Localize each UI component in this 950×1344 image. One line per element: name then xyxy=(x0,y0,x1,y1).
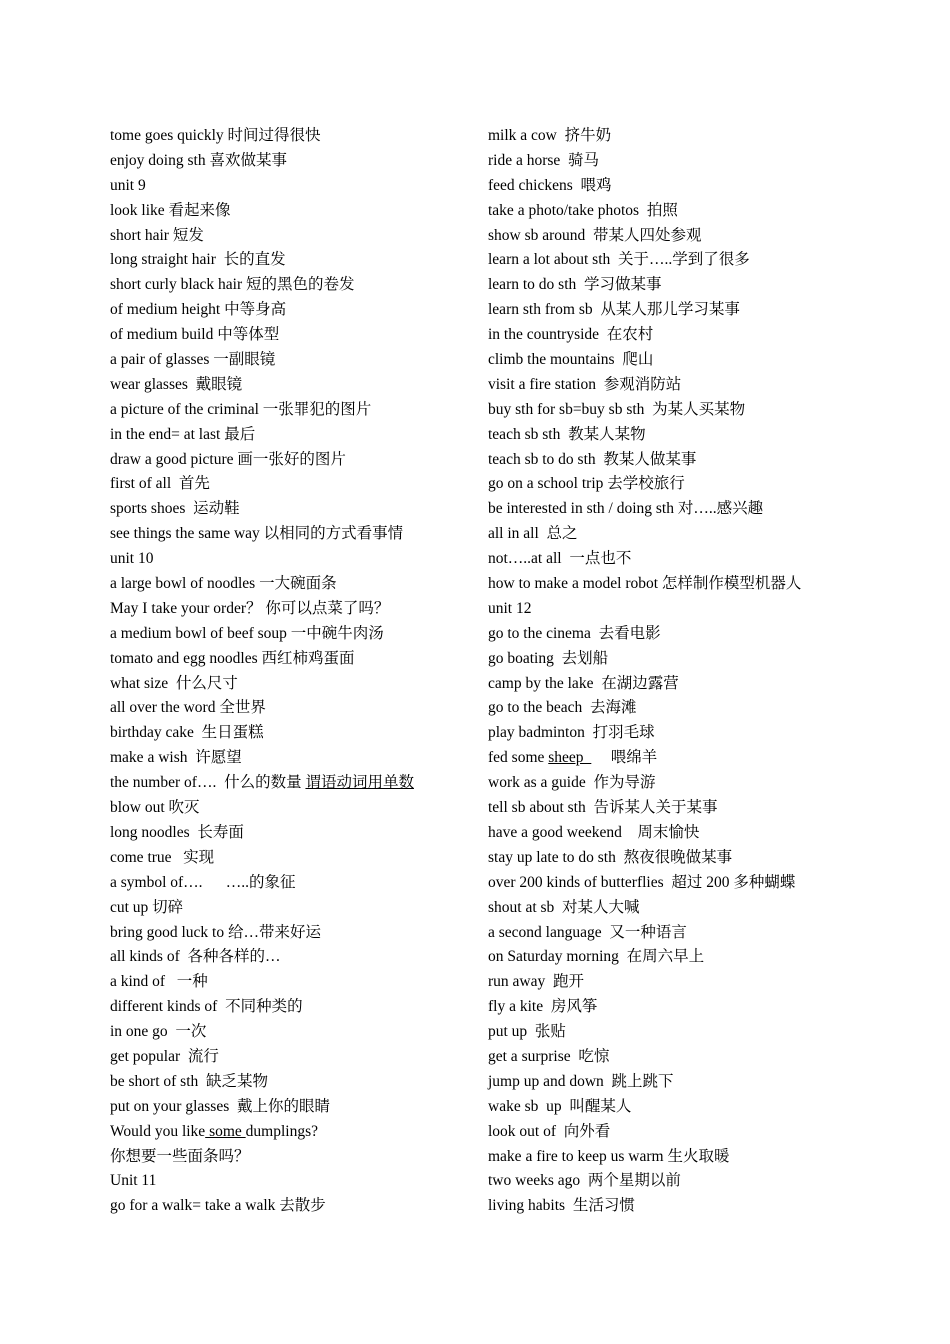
vocab-text: look like 看起来像 xyxy=(110,201,231,219)
vocab-text: a picture of the criminal 一张罪犯的图片 xyxy=(110,400,372,418)
vocab-text: see things the same way 以相同的方式看事情 xyxy=(110,525,404,543)
vocab-text: wear glasses 戴眼镜 xyxy=(110,375,243,393)
vocab-text: unit 10 xyxy=(110,550,154,568)
vocab-line xyxy=(110,896,470,921)
vocab-line xyxy=(488,348,908,373)
vocab-text: of medium build 中等体型 xyxy=(110,326,280,344)
vocab-text: play badminton 打羽毛球 xyxy=(488,724,655,742)
vocab-text: sports shoes 运动鞋 xyxy=(110,500,240,518)
vocab-line xyxy=(488,970,908,995)
vocab-text: put on your glasses 戴上你的眼睛 xyxy=(110,1097,331,1115)
vocab-text: tomato and egg noodles 西红柿鸡蛋面 xyxy=(110,649,355,667)
vocab-line xyxy=(488,945,908,970)
vocab-line xyxy=(488,522,908,547)
vocab-text: fly a kite 房风筝 xyxy=(488,998,598,1016)
vocab-text: all kinds of 各种各样的… xyxy=(110,948,281,966)
vocab-line xyxy=(488,1194,908,1219)
vocab-line xyxy=(110,622,470,647)
vocab-text: go to the cinema 去看电影 xyxy=(488,624,661,642)
vocab-line xyxy=(110,970,470,995)
vocab-text: unit 12 xyxy=(488,599,532,617)
vocab-line xyxy=(488,721,908,746)
vocab-text: shout at sb 对某人大喊 xyxy=(488,898,640,916)
vocab-line xyxy=(110,1145,470,1170)
vocab-text: go on a school trip 去学校旅行 xyxy=(488,475,685,493)
vocab-text: short hair 短发 xyxy=(110,226,204,244)
vocab-text: look out of 向外看 xyxy=(488,1122,611,1140)
vocab-text: fed some xyxy=(488,749,549,767)
vocab-line xyxy=(110,796,470,821)
vocab-text: milk a cow 挤牛奶 xyxy=(488,127,612,144)
vocab-line xyxy=(110,423,470,448)
underlined-text: sheep xyxy=(548,749,592,767)
vocab-text: on Saturday morning 在周六早上 xyxy=(488,948,705,966)
vocab-line xyxy=(488,149,908,174)
vocab-text: tell sb about sth 告诉某人关于某事 xyxy=(488,799,718,817)
vocab-line xyxy=(488,1169,908,1194)
vocab-line xyxy=(488,298,908,323)
vocab-line xyxy=(110,1045,470,1070)
vocab-line xyxy=(488,373,908,398)
vocab-text: a second language 又一种语言 xyxy=(488,923,687,941)
vocab-text: not…..at all 一点也不 xyxy=(488,550,632,568)
vocab-text: enjoy doing sth 喜欢做某事 xyxy=(110,151,287,169)
vocab-line xyxy=(488,224,908,249)
vocab-line xyxy=(488,174,908,199)
vocab-text: teach sb to do sth 教某人做某事 xyxy=(488,450,697,468)
vocab-text: a pair of glasses 一副眼镜 xyxy=(110,351,276,369)
vocab-text: how to make a model robot 怎样制作模型机器人 xyxy=(488,575,802,593)
vocab-text: jump up and down 跳上跳下 xyxy=(488,1072,674,1090)
vocab-line xyxy=(110,448,470,473)
vocab-text: buy sth for sb=buy sb sth 为某人买某物 xyxy=(488,400,746,418)
vocab-text: go to the beach 去海滩 xyxy=(488,699,637,717)
vocab-line xyxy=(110,398,470,423)
vocab-text: living habits 生活习惯 xyxy=(488,1197,635,1215)
vocab-line xyxy=(110,547,470,572)
vocab-line xyxy=(110,1020,470,1045)
vocab-text: two weeks ago 两个星期以前 xyxy=(488,1172,681,1190)
vocab-line xyxy=(488,1045,908,1070)
vocab-line xyxy=(488,273,908,298)
vocab-text: Unit 11 xyxy=(110,1172,157,1190)
vocab-line xyxy=(488,672,908,697)
vocab-text: in the countryside 在农村 xyxy=(488,326,654,344)
vocab-line xyxy=(488,1120,908,1145)
vocab-line xyxy=(110,1070,470,1095)
underlined-text: 谓语动词用单数 xyxy=(305,774,414,792)
vocab-line xyxy=(488,1145,908,1170)
vocab-text: be interested in sth / doing sth 对…..感兴趣 xyxy=(488,500,764,518)
vocab-line xyxy=(110,672,470,697)
vocab-text: blow out 吹灭 xyxy=(110,799,200,817)
left-column xyxy=(110,124,470,1219)
vocab-line xyxy=(488,547,908,572)
vocab-line xyxy=(110,721,470,746)
vocab-text: visit a fire station 参观消防站 xyxy=(488,375,682,393)
vocab-text: in the end= at last 最后 xyxy=(110,425,256,443)
vocab-line xyxy=(488,323,908,348)
vocab-line xyxy=(488,497,908,522)
vocab-text: May I take your order？ 你可以点菜了吗？ xyxy=(110,599,390,617)
vocab-text: the number of…. 什么的数量 xyxy=(110,774,306,792)
vocab-text: feed chickens 喂鸡 xyxy=(488,176,612,194)
vocab-text: go for a walk= take a walk 去散步 xyxy=(110,1197,326,1215)
vocab-text: get a surprise 吃惊 xyxy=(488,1047,610,1065)
vocab-text-after: 喂绵羊 xyxy=(591,749,658,767)
vocab-text: show sb around 带某人四处参观 xyxy=(488,226,702,244)
vocab-line xyxy=(110,472,470,497)
vocab-line xyxy=(110,199,470,224)
vocab-line xyxy=(488,572,908,597)
vocab-text: 你想要一些面条吗？ xyxy=(110,1147,250,1165)
vocab-text: climb the mountains 爬山 xyxy=(488,351,654,369)
vocab-line xyxy=(110,746,470,771)
vocab-line xyxy=(488,796,908,821)
vocab-text: make a wish 许愿望 xyxy=(110,749,242,767)
vocab-text: birthday cake 生日蛋糕 xyxy=(110,724,264,742)
vocab-line xyxy=(110,572,470,597)
vocab-line xyxy=(488,746,908,771)
vocab-text: first of all 首先 xyxy=(110,475,210,493)
vocab-text: be short of sth 缺乏某物 xyxy=(110,1072,269,1090)
vocab-text: have a good weekend 周末愉快 xyxy=(488,823,700,841)
vocab-line xyxy=(488,771,908,796)
vocab-text: Would you like xyxy=(110,1122,206,1140)
vocab-line xyxy=(110,771,470,796)
vocab-line xyxy=(110,871,470,896)
right-column xyxy=(488,124,908,1219)
vocab-line xyxy=(110,149,470,174)
vocab-text: draw a good picture 画一张好的图片 xyxy=(110,450,346,468)
vocab-line xyxy=(110,597,470,622)
vocab-line xyxy=(110,1095,470,1120)
vocab-line xyxy=(110,323,470,348)
vocab-text: a symbol of…. …..的象征 xyxy=(110,873,296,891)
vocab-text: make a fire to keep us warm 生火取暖 xyxy=(488,1147,730,1165)
vocab-text: take a photo/take photos 拍照 xyxy=(488,201,678,219)
underlined-text: some xyxy=(205,1122,246,1140)
vocab-line xyxy=(110,248,470,273)
vocab-line xyxy=(110,945,470,970)
vocab-text: unit 9 xyxy=(110,176,146,194)
vocab-line xyxy=(488,124,908,149)
vocab-text: learn to do sth 学习做某事 xyxy=(488,276,662,294)
vocab-line xyxy=(110,846,470,871)
vocab-line xyxy=(110,298,470,323)
vocab-line xyxy=(488,622,908,647)
vocab-text: all in all 总之 xyxy=(488,525,578,543)
vocab-line xyxy=(110,921,470,946)
vocab-text: camp by the lake 在湖边露营 xyxy=(488,674,679,692)
vocab-line xyxy=(110,497,470,522)
vocab-line xyxy=(110,522,470,547)
vocab-text: what size 什么尺寸 xyxy=(110,674,238,692)
vocab-line xyxy=(110,647,470,672)
vocab-line xyxy=(488,921,908,946)
vocab-line xyxy=(488,597,908,622)
vocab-text: get popular 流行 xyxy=(110,1047,219,1065)
vocab-line xyxy=(110,995,470,1020)
vocab-text: stay up late to do sth 熬夜很晚做某事 xyxy=(488,848,733,866)
vocab-text-after: dumplings? xyxy=(245,1122,318,1140)
vocab-line xyxy=(488,1020,908,1045)
vocab-line xyxy=(488,472,908,497)
vocab-line xyxy=(488,248,908,273)
vocab-text: learn a lot about sth 关于…..学到了很多 xyxy=(488,251,750,269)
vocab-text: short curly black hair 短的黑色的卷发 xyxy=(110,276,355,294)
vocab-text: a kind of 一种 xyxy=(110,973,208,991)
vocab-line xyxy=(110,273,470,298)
vocab-text: ride a horse 骑马 xyxy=(488,151,600,169)
vocab-line xyxy=(488,896,908,921)
vocab-line xyxy=(488,1070,908,1095)
vocab-line xyxy=(488,995,908,1020)
vocab-line xyxy=(110,124,470,149)
vocab-line xyxy=(488,647,908,672)
vocab-line xyxy=(110,1120,470,1145)
vocab-line xyxy=(110,224,470,249)
vocab-line xyxy=(488,821,908,846)
vocab-text: wake sb up 叫醒某人 xyxy=(488,1097,632,1115)
vocab-line xyxy=(488,398,908,423)
vocab-text: put up 张贴 xyxy=(488,1023,566,1041)
vocab-text: a medium bowl of beef soup 一中碗牛肉汤 xyxy=(110,624,384,642)
vocab-line xyxy=(488,846,908,871)
vocab-text: long noodles 长寿面 xyxy=(110,823,244,841)
vocab-line xyxy=(110,821,470,846)
vocab-text: different kinds of 不同种类的 xyxy=(110,998,303,1016)
vocab-text: tome goes quickly 时间过得很快 xyxy=(110,127,321,144)
vocab-text: over 200 kinds of butterflies 超过 200 多种蝴蝶 xyxy=(488,873,796,891)
vocab-text: long straight hair 长的直发 xyxy=(110,251,286,269)
vocab-line xyxy=(110,1194,470,1219)
vocab-text: of medium height 中等身高 xyxy=(110,301,287,319)
vocab-text: learn sth from sb 从某人那儿学习某事 xyxy=(488,301,740,319)
vocab-line xyxy=(110,1169,470,1194)
vocab-line xyxy=(110,696,470,721)
vocab-line xyxy=(488,871,908,896)
vocab-line xyxy=(488,423,908,448)
vocab-text: a large bowl of noodles 一大碗面条 xyxy=(110,575,337,593)
vocab-text: cut up 切碎 xyxy=(110,898,184,916)
vocab-text: all over the word 全世界 xyxy=(110,699,266,717)
vocab-text: go boating 去划船 xyxy=(488,649,609,667)
vocab-text: in one go 一次 xyxy=(110,1023,207,1041)
vocab-text: teach sb sth 教某人某物 xyxy=(488,425,646,443)
vocab-line xyxy=(110,373,470,398)
vocab-line xyxy=(488,448,908,473)
vocab-text: work as a guide 作为导游 xyxy=(488,774,656,792)
vocab-text: bring good luck to 给…带来好运 xyxy=(110,923,321,941)
vocab-text: come true 实现 xyxy=(110,848,215,866)
vocab-line xyxy=(110,174,470,199)
vocab-line xyxy=(110,348,470,373)
vocab-line xyxy=(488,1095,908,1120)
vocab-text: run away 跑开 xyxy=(488,973,584,991)
vocab-line xyxy=(488,199,908,224)
vocab-line xyxy=(488,696,908,721)
